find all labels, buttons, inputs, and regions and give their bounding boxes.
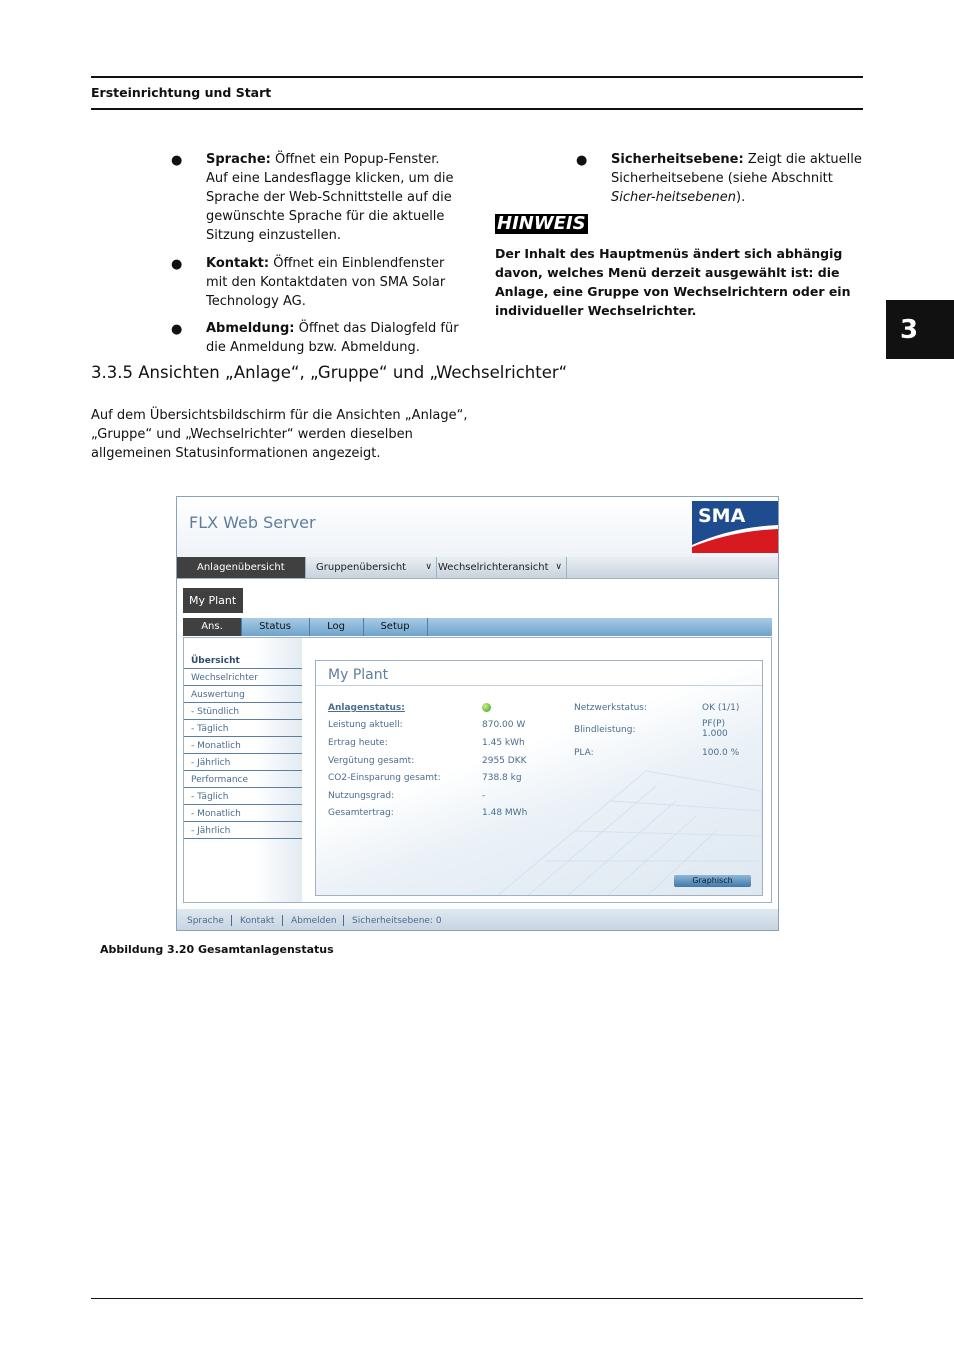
graphisch-button[interactable]: Graphisch [674,875,751,887]
value-nutzungsgrad: - [482,791,486,801]
label-verguetung: Vergütung gesamt: [328,756,415,766]
web-server-screenshot [176,496,779,931]
panel-divider [316,685,762,686]
value-leistung: 870.00 W [482,720,526,730]
sidebar-item-wechselrichter[interactable]: Wechselrichter [184,670,302,686]
app-title: FLX Web Server [189,513,316,532]
content-area [183,637,772,903]
value-gesamtertrag: 1.48 MWh [482,808,528,818]
nav-label: Gruppenübersicht [316,562,407,573]
bullet-text: Zeigt die aktuelle Sicherheitsebene (siehe Abschnitt [611,152,862,186]
section-body: Auf dem Übersichtsbildschirm für die Ansichten „Anlage“, „Gruppe“ und „Wechselrichter“ werden dieselben allgemeinen Statusinformationen angezeigt. [91,408,468,461]
bullet-dot-icon: ● [576,153,588,168]
header-rule [91,108,863,110]
label-netzwerkstatus: Netzwerkstatus: [574,703,648,713]
footer-separator [231,915,232,926]
bullet-text: Öffnet das Dialogfeld für die Anmeldung bzw. Abmeldung. [206,321,459,355]
bullet-term: Kontakt: [206,256,270,271]
running-header: Ersteinrichtung und Start [91,85,272,100]
bullet-abmeldung [171,319,461,357]
sidebar-item-perf-monatlich[interactable]: - Monatlich [184,806,302,822]
footer-link-sprache[interactable]: Sprache [187,916,224,926]
label-anlagenstatus[interactable]: Anlagenstatus: [328,703,405,713]
section-reference-link[interactable]: Sicher-heitsebenen [611,190,737,205]
bullet-term: Abmeldung: [206,321,295,336]
nav-wechselrichteransicht[interactable] [437,557,567,578]
app-header [177,497,778,557]
bullet-dot-icon: ● [171,322,183,337]
section-heading: 3.3.5 Ansichten „Anlage“, „Gruppe“ und „Wechselrichter“ [91,363,568,382]
plant-panel [315,660,763,896]
footer-link-kontakt[interactable]: Kontakt [240,916,275,926]
tab-setup[interactable]: Setup [363,618,428,636]
bullet-term: Sprache: [206,152,271,167]
chevron-down-icon: ∨ [425,562,432,572]
nav-label: Anlagenübersicht [197,562,285,573]
value-verguetung: 2955 DKK [482,756,527,766]
sub-nav [183,618,772,636]
footer-rule [91,1298,863,1299]
value-co2: 738.8 kg [482,773,522,783]
footer-link-abmelden[interactable]: Abmelden [291,916,337,926]
chapter-tab: 3 [886,300,954,359]
tab-log[interactable]: Log [309,618,364,636]
nav-anlagenuebersicht[interactable] [177,557,306,578]
sidebar-item-jaehrlich[interactable]: - Jährlich [184,755,302,771]
logo-text: SMA [698,505,746,527]
value-pla: 100.0 % [702,748,740,758]
label-co2: CO2-Einsparung gesamt: [328,773,441,783]
sidebar-item-taeglich[interactable]: - Täglich [184,721,302,737]
label-nutzungsgrad: Nutzungsgrad: [328,791,395,801]
nav-gruppenuebersicht[interactable] [306,557,437,578]
figure-caption: Abbildung 3.20 Gesamtanlagenstatus [100,943,334,956]
sidebar-item-auswertung[interactable]: Auswertung [184,687,302,703]
sidebar [184,638,302,902]
label-blindleistung: Blindleistung: [574,725,636,735]
value-blindleistung: 1.000 [702,729,728,739]
label-leistung: Leistung aktuell: [328,720,403,730]
panel-title: My Plant [328,667,389,683]
footer-security-level: Sicherheitsebene: 0 [352,916,442,926]
bullet-text: Öffnet ein Popup-Fenster. Auf eine Landesflagge klicken, um die Sprache der Web-Schnittstelle auf die gewünschte Sprache für die aktuelle Sitzung einzustellen. [206,152,454,243]
bullet-term: Sicherheitsebene: [611,152,744,167]
label-gesamtertrag: Gesamtertrag: [328,808,394,818]
value-ertrag-heute: 1.45 kWh [482,738,525,748]
bullet-kontakt [171,254,461,311]
note-badge: HINWEIS [497,213,586,234]
bullet-sicherheitsebene [576,150,866,207]
bullet-text: Öffnet ein Einblendfenster mit den Kontaktdaten von SMA Solar Technology AG. [206,256,446,309]
sma-logo [692,501,778,553]
main-nav [177,557,778,579]
sidebar-item-perf-jaehrlich[interactable]: - Jährlich [184,823,302,839]
sidebar-item-monatlich[interactable]: - Monatlich [184,738,302,754]
tab-status[interactable]: Status [241,618,310,636]
sidebar-item-stuendlich[interactable]: - Stündlich [184,704,302,720]
sidebar-item-performance[interactable]: Performance [184,772,302,788]
label-pla: PLA: [574,748,594,758]
sidebar-item-perf-taeglich[interactable]: - Täglich [184,789,302,805]
plant-tab[interactable]: My Plant [183,588,243,613]
bullet-sprache [171,150,461,245]
nav-label: Wechselrichteransicht [438,562,549,573]
value-netzwerkstatus: OK (1/1) [702,703,740,713]
bullet-dot-icon: ● [171,257,183,272]
footer-separator [343,915,344,926]
label-ertrag-heute: Ertrag heute: [328,738,388,748]
note-text: Der Inhalt des Hauptmenüs ändert sich abhängig davon, welches Menü derzeit ausgewählt ist: die Anlage, eine Gruppe von Wechselrichtern oder ein individueller Wechselrichter. [495,246,851,318]
sidebar-item-uebersicht[interactable]: Übersicht [184,653,302,669]
top-rule [91,76,863,78]
app-footer [177,909,778,930]
footer-separator [282,915,283,926]
tab-ansicht[interactable]: Ans. [183,618,242,636]
value-blindleistung-mode: PF(P) [702,719,726,729]
bullet-text: ). [736,190,746,205]
chevron-down-icon: ∨ [555,562,562,572]
bullet-dot-icon: ● [171,153,183,168]
status-ok-icon [482,703,491,712]
